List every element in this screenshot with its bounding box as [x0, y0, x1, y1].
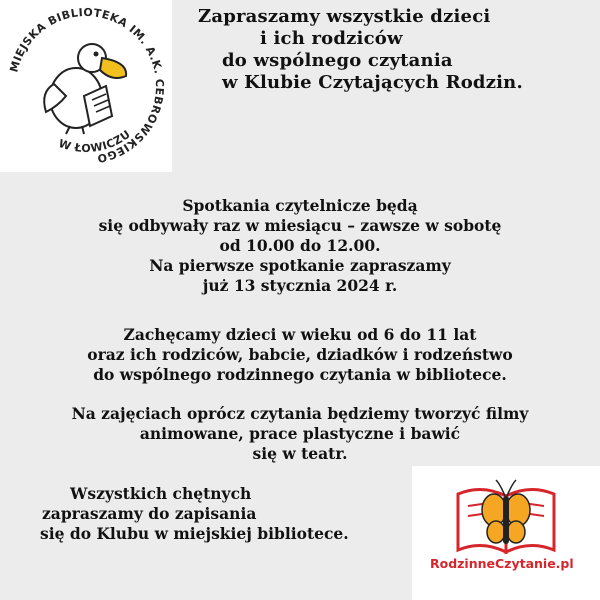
invitation-heading	[180, 6, 600, 94]
text-line: Zachęcamy dzieci w wieku od 6 do 11 lat	[123, 325, 477, 344]
rodzinne-czytanie-label: RodzinneCzytanie.pl	[430, 556, 574, 571]
text-line: Spotkania czytelnicze będą	[182, 196, 418, 215]
text-line: zapraszamy do zapisania	[42, 504, 257, 523]
text-line: Na zajęciach oprócz czytania będziemy tworzyć filmy	[71, 404, 529, 423]
signup-info	[40, 484, 380, 544]
logo-ring-text: MIEJSKA BIBLIOTEKA IM. A.K. CEBROWSKIEGO	[7, 5, 167, 166]
logo-bottom-text: W ŁOWICZU	[56, 127, 134, 155]
text-line: się do Klubu w miejskiej bibliotece.	[40, 524, 349, 543]
text-line: od 10.00 do 12.00.	[219, 236, 381, 255]
text-line: Wszystkich chętnych	[70, 484, 252, 503]
rodzinne-czytanie-logo	[412, 466, 600, 600]
heading-line: Zapraszamy wszystkie dzieci	[198, 6, 491, 27]
heading-line: w Klubie Czytających Rodzin.	[222, 72, 523, 93]
activities-info	[0, 404, 600, 464]
pelican-reading-icon	[0, 0, 172, 172]
text-line: animowane, prace plastyczne i bawić	[139, 424, 461, 443]
text-line: oraz ich rodziców, babcie, dziadków i rodzeństwo	[87, 345, 513, 364]
library-logo	[0, 0, 172, 172]
text-line: się w teatr.	[252, 444, 348, 463]
text-line: się odbywały raz w miesiącu – zawsze w sobotę	[98, 216, 502, 235]
heading-line: i ich rodziców	[260, 28, 403, 49]
invite-info	[0, 325, 600, 385]
meetings-info	[0, 196, 600, 296]
text-line: do wspólnego rodzinnego czytania w bibliotece.	[93, 365, 507, 384]
heading-line: do wspólnego czytania	[222, 50, 453, 71]
butterfly-book-icon	[412, 466, 600, 600]
text-line: Na pierwsze spotkanie zapraszamy	[149, 256, 451, 275]
text-line: już 13 stycznia 2024 r.	[202, 276, 398, 295]
